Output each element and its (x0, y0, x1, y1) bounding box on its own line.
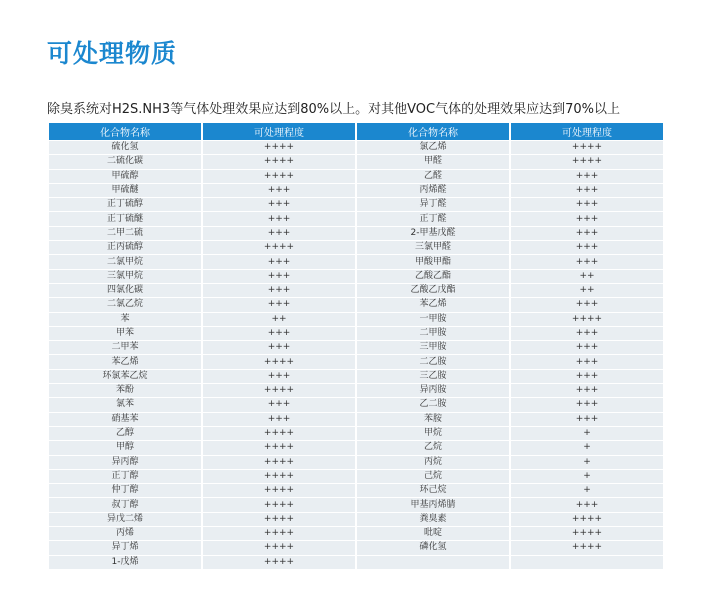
treatability-right: + (511, 484, 663, 497)
treatability-left: ++++ (203, 427, 355, 440)
treatability-right (511, 556, 663, 569)
compound-name-left: 1-戊烯 (49, 556, 201, 569)
table-row (49, 413, 663, 426)
table-row (49, 398, 663, 411)
treatability-right: ++++ (511, 141, 663, 154)
compound-name-right: 甲基丙烯腈 (357, 498, 509, 511)
treatability-left: +++ (203, 212, 355, 225)
treatability-right: +++ (511, 198, 663, 211)
compound-name-left: 苯 (49, 313, 201, 326)
treatability-left: ++++ (203, 441, 355, 454)
table-row (49, 355, 663, 368)
compound-name-right: 异丙胺 (357, 384, 509, 397)
compound-name-right: 丙烷 (357, 456, 509, 469)
compound-name-left: 正丁硫醚 (49, 212, 201, 225)
treatability-right: +++ (511, 398, 663, 411)
intro-text: 除臭系统对H2S.NH3等气体处理效果应达到80%以上。对其他VOC气体的处理效果应达到70%以上 (47, 102, 620, 117)
treatability-right: +++ (511, 241, 663, 254)
compound-name-left: 环氯苯乙烷 (49, 370, 201, 383)
treatability-left: +++ (203, 398, 355, 411)
compound-name-right: 乙酸乙酯 (357, 270, 509, 283)
compound-name-left: 甲硫醚 (49, 184, 201, 197)
table-row (49, 341, 663, 354)
table-row (49, 370, 663, 383)
compound-name-right: 吡啶 (357, 527, 509, 540)
treatability-left: ++++ (203, 541, 355, 554)
compound-name-right: 乙烷 (357, 441, 509, 454)
treatability-left: +++ (203, 198, 355, 211)
compound-name-left: 正丙硫醇 (49, 241, 201, 254)
treatability-left: ++++ (203, 470, 355, 483)
treatability-right: + (511, 470, 663, 483)
table-row (49, 170, 663, 183)
treatability-right: +++ (511, 498, 663, 511)
treatability-right: +++ (511, 341, 663, 354)
treatability-left: +++ (203, 298, 355, 311)
treatability-right: + (511, 441, 663, 454)
table-row (49, 498, 663, 511)
treatability-left: ++++ (203, 170, 355, 183)
treatability-left: +++ (203, 255, 355, 268)
compound-name-left: 苯乙烯 (49, 355, 201, 368)
treatability-left: +++ (203, 284, 355, 297)
treatability-right: +++ (511, 370, 663, 383)
table-row (49, 298, 663, 311)
compound-name-right: 二乙胺 (357, 355, 509, 368)
header-treatability-left: 可处理程度 (203, 123, 355, 140)
treatability-right: +++ (511, 298, 663, 311)
treatability-right: ++++ (511, 541, 663, 554)
treatability-left: +++ (203, 184, 355, 197)
treatability-right: ++ (511, 270, 663, 283)
compound-name-left: 甲苯 (49, 327, 201, 340)
table-row (49, 255, 663, 268)
table-row (49, 270, 663, 283)
table-row (49, 556, 663, 569)
compound-name-left: 二氯乙烷 (49, 298, 201, 311)
treatability-left: ++++ (203, 155, 355, 168)
treatability-right: ++++ (511, 155, 663, 168)
treatability-left: ++++ (203, 556, 355, 569)
compound-name-left: 甲醇 (49, 441, 201, 454)
compound-name-right: 甲酸甲酯 (357, 255, 509, 268)
treatability-left: ++++ (203, 484, 355, 497)
compound-name-left: 苯酚 (49, 384, 201, 397)
compound-name-right: 氯乙烯 (357, 141, 509, 154)
table-row (49, 513, 663, 526)
table-row (49, 441, 663, 454)
compound-name-left: 三氯甲烷 (49, 270, 201, 283)
table-row (49, 313, 663, 326)
treatability-left: ++++ (203, 513, 355, 526)
compound-name-left: 硝基苯 (49, 413, 201, 426)
treatability-right: + (511, 427, 663, 440)
compound-name-left: 四氯化碳 (49, 284, 201, 297)
compound-name-left: 硫化氢 (49, 141, 201, 154)
treatability-left: +++ (203, 227, 355, 240)
treatability-right: +++ (511, 355, 663, 368)
compound-name-right (357, 556, 509, 569)
compound-name-right: 三乙胺 (357, 370, 509, 383)
treatability-right: +++ (511, 170, 663, 183)
table-row (49, 241, 663, 254)
table-row (49, 227, 663, 240)
table-row (49, 541, 663, 554)
compound-name-right: 三甲胺 (357, 341, 509, 354)
header-compound-name-right: 化合物名称 (357, 123, 509, 140)
compound-name-right: 乙二胺 (357, 398, 509, 411)
table-row (49, 284, 663, 297)
compound-name-left: 异丁烯 (49, 541, 201, 554)
compound-table (47, 122, 665, 570)
compound-name-right: 粪臭素 (357, 513, 509, 526)
table-row (49, 184, 663, 197)
treatability-right: +++ (511, 227, 663, 240)
table-row (49, 527, 663, 540)
compound-name-right: 一甲胺 (357, 313, 509, 326)
table-header-row (49, 123, 663, 140)
treatability-right: +++ (511, 255, 663, 268)
compound-name-right: 2-甲基戊醛 (357, 227, 509, 240)
header-compound-name-left: 化合物名称 (49, 123, 201, 140)
compound-name-right: 三氯甲醛 (357, 241, 509, 254)
compound-name-left: 甲硫醇 (49, 170, 201, 183)
compound-name-left: 二甲苯 (49, 341, 201, 354)
compound-name-left: 异丙醇 (49, 456, 201, 469)
compound-name-left: 二甲二硫 (49, 227, 201, 240)
treatability-left: +++ (203, 341, 355, 354)
compound-name-left: 正丁醇 (49, 470, 201, 483)
treatability-left: ++++ (203, 527, 355, 540)
table-row (49, 327, 663, 340)
compound-name-right: 苯乙烯 (357, 298, 509, 311)
treatability-right: +++ (511, 184, 663, 197)
table-row (49, 456, 663, 469)
compound-name-left: 丙烯 (49, 527, 201, 540)
header-treatability-right: 可处理程度 (511, 123, 663, 140)
compound-name-right: 异丁醛 (357, 198, 509, 211)
treatability-right: +++ (511, 212, 663, 225)
treatability-left: ++++ (203, 456, 355, 469)
treatability-left: ++++ (203, 141, 355, 154)
table-row (49, 384, 663, 397)
treatability-right: ++ (511, 284, 663, 297)
compound-name-left: 二氯甲烷 (49, 255, 201, 268)
compound-name-left: 氯苯 (49, 398, 201, 411)
table-row (49, 212, 663, 225)
treatability-right: ++++ (511, 313, 663, 326)
compound-name-right: 甲醛 (357, 155, 509, 168)
table-row (49, 155, 663, 168)
treatability-right: ++++ (511, 527, 663, 540)
treatability-left: ++++ (203, 241, 355, 254)
compound-name-right: 环己烷 (357, 484, 509, 497)
table-row (49, 470, 663, 483)
compound-name-left: 正丁硫醇 (49, 198, 201, 211)
compound-name-left: 二硫化碳 (49, 155, 201, 168)
compound-name-right: 丙烯醛 (357, 184, 509, 197)
table-row (49, 427, 663, 440)
treatability-right: ++++ (511, 513, 663, 526)
page-title: 可处理物质 (47, 39, 178, 68)
compound-name-right: 正丁醛 (357, 212, 509, 225)
compound-name-right: 乙酸乙戊酯 (357, 284, 509, 297)
treatability-left: ++++ (203, 355, 355, 368)
treatability-right: +++ (511, 413, 663, 426)
treatability-left: +++ (203, 270, 355, 283)
treatability-left: ++++ (203, 384, 355, 397)
compound-name-right: 己烷 (357, 470, 509, 483)
compound-name-right: 甲烷 (357, 427, 509, 440)
treatability-left: +++ (203, 327, 355, 340)
table-row (49, 484, 663, 497)
compound-name-left: 叔丁醇 (49, 498, 201, 511)
treatability-left: ++ (203, 313, 355, 326)
treatability-left: +++ (203, 370, 355, 383)
compound-name-right: 乙醛 (357, 170, 509, 183)
table-row (49, 198, 663, 211)
compound-name-right: 苯胺 (357, 413, 509, 426)
compound-name-right: 二甲胺 (357, 327, 509, 340)
treatability-right: + (511, 456, 663, 469)
table-row (49, 141, 663, 154)
treatability-right: +++ (511, 327, 663, 340)
compound-name-right: 磷化氢 (357, 541, 509, 554)
compound-name-left: 乙醇 (49, 427, 201, 440)
treatability-left: ++++ (203, 498, 355, 511)
compound-name-left: 异戊二烯 (49, 513, 201, 526)
treatability-right: +++ (511, 384, 663, 397)
compound-name-left: 仲丁醇 (49, 484, 201, 497)
treatability-left: +++ (203, 413, 355, 426)
